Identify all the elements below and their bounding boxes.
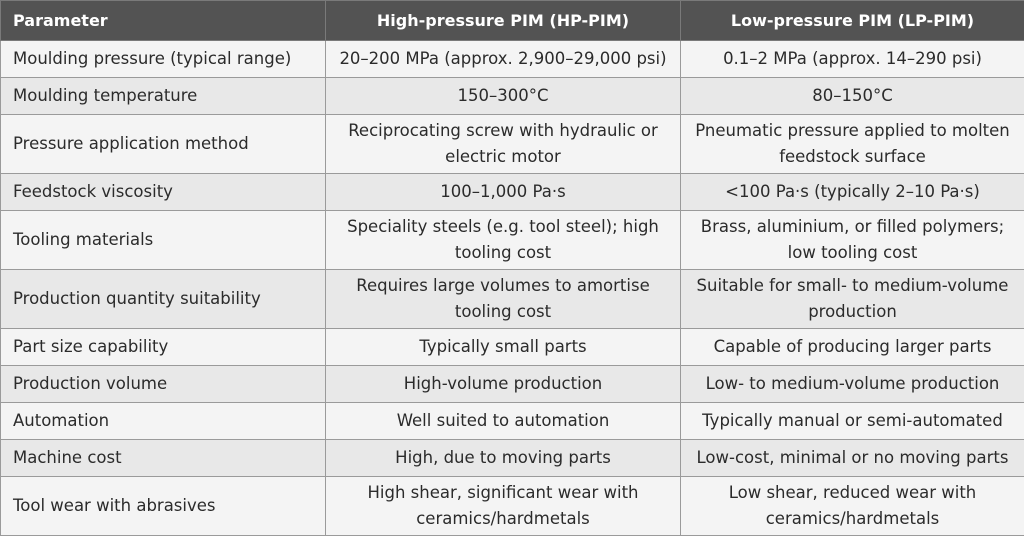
hp-pim-cell: High shear, significant wear with ceramics/hardmetals <box>326 477 681 536</box>
hp-pim-cell: 20–200 MPa (approx. 2,900–29,000 psi) <box>326 41 681 78</box>
lp-pim-cell: Pneumatic pressure applied to molten feedstock surface <box>681 115 1024 174</box>
hp-pim-cell: Well suited to automation <box>326 403 681 440</box>
header-parameter: Parameter <box>1 1 326 41</box>
lp-pim-cell: Suitable for small- to medium-volume production <box>681 270 1024 329</box>
parameter-cell: Machine cost <box>1 440 326 477</box>
hp-pim-cell: 100–1,000 Pa·s <box>326 174 681 211</box>
table-row <box>1 403 1024 440</box>
parameter-cell: Pressure application method <box>1 115 326 174</box>
hp-pim-cell: High-volume production <box>326 366 681 403</box>
lp-pim-cell: Low- to medium-volume production <box>681 366 1024 403</box>
hp-pim-cell: Reciprocating screw with hydraulic or electric motor <box>326 115 681 174</box>
lp-pim-cell: Capable of producing larger parts <box>681 329 1024 366</box>
table-row <box>1 440 1024 477</box>
lp-pim-cell: Typically manual or semi-automated <box>681 403 1024 440</box>
lp-pim-cell: Brass, aluminium, or filled polymers; low tooling cost <box>681 211 1024 270</box>
table-row <box>1 41 1024 78</box>
parameter-cell: Moulding temperature <box>1 78 326 115</box>
lp-pim-cell: Low shear, reduced wear with ceramics/hardmetals <box>681 477 1024 536</box>
lp-pim-cell: 0.1–2 MPa (approx. 14–290 psi) <box>681 41 1024 78</box>
table-row <box>1 211 1024 270</box>
lp-pim-cell: Low-cost, minimal or no moving parts <box>681 440 1024 477</box>
parameter-cell: Production volume <box>1 366 326 403</box>
lp-pim-cell: <100 Pa·s (typically 2–10 Pa·s) <box>681 174 1024 211</box>
parameter-cell: Feedstock viscosity <box>1 174 326 211</box>
hp-pim-cell: Typically small parts <box>326 329 681 366</box>
header-lp-pim: Low-pressure PIM (LP-PIM) <box>681 1 1024 41</box>
header-hp-pim: High-pressure PIM (HP-PIM) <box>326 1 681 41</box>
table-row <box>1 115 1024 174</box>
parameter-cell: Part size capability <box>1 329 326 366</box>
table-row <box>1 477 1024 536</box>
parameter-cell: Tooling materials <box>1 211 326 270</box>
table-row <box>1 366 1024 403</box>
lp-pim-cell: 80–150°C <box>681 78 1024 115</box>
parameter-cell: Automation <box>1 403 326 440</box>
table-row <box>1 270 1024 329</box>
hp-pim-cell: 150–300°C <box>326 78 681 115</box>
parameter-cell: Moulding pressure (typical range) <box>1 41 326 78</box>
table-header <box>1 1 1024 41</box>
hp-pim-cell: Speciality steels (e.g. tool steel); high tooling cost <box>326 211 681 270</box>
parameter-cell: Production quantity suitability <box>1 270 326 329</box>
hp-pim-cell: High, due to moving parts <box>326 440 681 477</box>
table-row <box>1 78 1024 115</box>
hp-pim-cell: Requires large volumes to amortise tooling cost <box>326 270 681 329</box>
table-row <box>1 174 1024 211</box>
table-row <box>1 329 1024 366</box>
table-body <box>1 41 1024 536</box>
header-row <box>1 1 1024 41</box>
parameter-cell: Tool wear with abrasives <box>1 477 326 536</box>
